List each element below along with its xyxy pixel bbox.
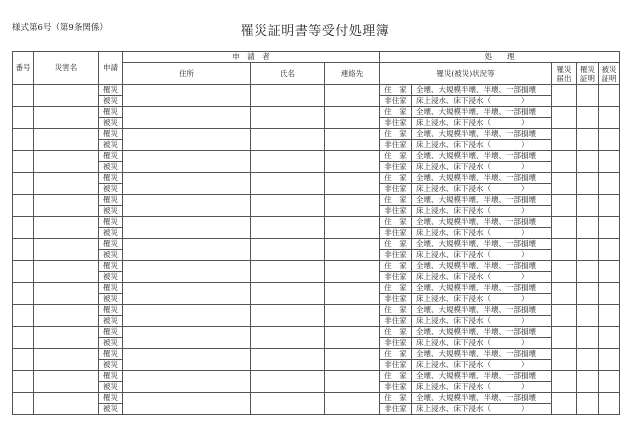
cell-disaster-name[interactable]: [34, 195, 99, 217]
cell-disaster-report[interactable]: [552, 327, 577, 349]
cell-damage-certificate[interactable]: [599, 217, 620, 239]
cell-name[interactable]: [251, 261, 325, 283]
cell-contact[interactable]: [325, 327, 380, 349]
cell-damage-options-1: 全壊、大規模半壊、半壊、一部損壊: [412, 151, 552, 162]
table-row: [13, 85, 620, 96]
cell-contact[interactable]: [325, 129, 380, 151]
cell-name[interactable]: [251, 239, 325, 261]
cell-contact[interactable]: [325, 283, 380, 305]
cell-number[interactable]: [13, 283, 34, 305]
cell-disaster-certificate[interactable]: [577, 393, 599, 415]
header-number: 番号: [13, 52, 34, 85]
cell-damage-options-1: 全壊、大規模半壊、半壊、一部損壊: [412, 283, 552, 294]
cell-disaster-report[interactable]: [552, 217, 577, 239]
cell-damage-options-2: 床上浸水、床下浸水（ ）: [412, 184, 552, 195]
cell-type-disaster: 罹災: [99, 327, 123, 338]
cell-damage-certificate[interactable]: [599, 239, 620, 261]
cell-contact[interactable]: [325, 107, 380, 129]
cell-type-damage: 被災: [99, 382, 123, 393]
cell-name[interactable]: [251, 349, 325, 371]
cell-address[interactable]: [123, 349, 251, 371]
cell-disaster-name[interactable]: [34, 327, 99, 349]
cell-number[interactable]: [13, 173, 34, 195]
table-row: [13, 283, 620, 294]
cell-address[interactable]: [123, 129, 251, 151]
cell-damage-certificate[interactable]: [599, 85, 620, 107]
header-damage-certificate: [599, 63, 620, 85]
cell-disaster-report[interactable]: [552, 305, 577, 327]
cell-disaster-name[interactable]: [34, 371, 99, 393]
cell-house-label: 住 家: [380, 173, 412, 184]
cell-damage-options-1: 全壊、大規模半壊、半壊、一部損壊: [412, 239, 552, 250]
cell-damage-certificate[interactable]: [599, 195, 620, 217]
cell-damage-options-2: 床上浸水、床下浸水（ ）: [412, 162, 552, 173]
cell-type-damage: 被災: [99, 184, 123, 195]
cell-house-label: 住 家: [380, 239, 412, 250]
cell-number[interactable]: [13, 195, 34, 217]
cell-disaster-name[interactable]: [34, 305, 99, 327]
cell-disaster-name[interactable]: [34, 261, 99, 283]
cell-type-damage: 被災: [99, 294, 123, 305]
cell-name[interactable]: [251, 129, 325, 151]
cell-contact[interactable]: [325, 85, 380, 107]
cell-house-label: 住 家: [380, 393, 412, 404]
cell-disaster-name[interactable]: [34, 85, 99, 107]
cell-name[interactable]: [251, 107, 325, 129]
cell-disaster-report[interactable]: [552, 371, 577, 393]
cell-damage-options-2: 床上浸水、床下浸水（ ）: [412, 206, 552, 217]
cell-nonhouse-label: 非住家: [380, 294, 412, 305]
cell-nonhouse-label: 非住家: [380, 206, 412, 217]
header-disaster-certificate: [577, 63, 599, 85]
cell-name[interactable]: [251, 283, 325, 305]
cell-nonhouse-label: 非住家: [380, 250, 412, 261]
cell-address[interactable]: [123, 173, 251, 195]
cell-contact[interactable]: [325, 371, 380, 393]
cell-disaster-report[interactable]: [552, 393, 577, 415]
cell-type-damage: 被災: [99, 272, 123, 283]
cell-disaster-certificate[interactable]: [577, 261, 599, 283]
cell-disaster-name[interactable]: [34, 283, 99, 305]
cell-type-disaster: 罹災: [99, 283, 123, 294]
cell-damage-options-2: 床上浸水、床下浸水（ ）: [412, 118, 552, 129]
header-disaster-report-line1: 罹災: [556, 64, 572, 74]
cell-disaster-report[interactable]: [552, 239, 577, 261]
cell-name[interactable]: [251, 151, 325, 173]
header-disaster-report: [552, 63, 577, 85]
table-row: [13, 195, 620, 206]
cell-disaster-certificate[interactable]: [577, 239, 599, 261]
cell-disaster-name[interactable]: [34, 107, 99, 129]
cell-house-label: 住 家: [380, 371, 412, 382]
table-row: [13, 151, 620, 162]
header-disaster-report-line2: 届出: [556, 73, 572, 83]
cell-disaster-certificate[interactable]: [577, 327, 599, 349]
cell-number[interactable]: [13, 151, 34, 173]
cell-damage-options-2: 床上浸水、床下浸水（ ）: [412, 360, 552, 371]
cell-damage-options-1: 全壊、大規模半壊、半壊、一部損壊: [412, 393, 552, 404]
cell-nonhouse-label: 非住家: [380, 140, 412, 151]
cell-house-label: 住 家: [380, 349, 412, 360]
cell-type-damage: 被災: [99, 228, 123, 239]
cell-disaster-report[interactable]: [552, 195, 577, 217]
cell-damage-options-2: 床上浸水、床下浸水（ ）: [412, 294, 552, 305]
header-disaster-certificate-line2: 証明: [580, 73, 596, 83]
cell-address[interactable]: [123, 151, 251, 173]
cell-damage-options-1: 全壊、大規模半壊、半壊、一部損壊: [412, 371, 552, 382]
cell-name[interactable]: [251, 327, 325, 349]
cell-disaster-report[interactable]: [552, 151, 577, 173]
cell-type-disaster: 罹災: [99, 239, 123, 250]
header-damage-certificate-line2: 証明: [601, 73, 617, 83]
cell-damage-options-1: 全壊、大規模半壊、半壊、一部損壊: [412, 85, 552, 96]
cell-address[interactable]: [123, 305, 251, 327]
cell-disaster-certificate[interactable]: [577, 371, 599, 393]
cell-number[interactable]: [13, 371, 34, 393]
cell-damage-certificate[interactable]: [599, 129, 620, 151]
cell-number[interactable]: [13, 261, 34, 283]
cell-nonhouse-label: 非住家: [380, 360, 412, 371]
cell-disaster-name[interactable]: [34, 129, 99, 151]
cell-disaster-report[interactable]: [552, 107, 577, 129]
cell-contact[interactable]: [325, 195, 380, 217]
cell-type-disaster: 罹災: [99, 85, 123, 96]
cell-disaster-report[interactable]: [552, 261, 577, 283]
cell-type-disaster: 罹災: [99, 173, 123, 184]
cell-disaster-report[interactable]: [552, 129, 577, 151]
header-damage-certificate-line1: 被災: [601, 64, 617, 74]
cell-number[interactable]: [13, 85, 34, 107]
cell-disaster-certificate[interactable]: [577, 349, 599, 371]
cell-type-disaster: 罹災: [99, 349, 123, 360]
cell-damage-options-2: 床上浸水、床下浸水（ ）: [412, 382, 552, 393]
cell-address[interactable]: [123, 261, 251, 283]
cell-damage-options-2: 床上浸水、床下浸水（ ）: [412, 140, 552, 151]
cell-damage-options-1: 全壊、大規模半壊、半壊、一部損壊: [412, 327, 552, 338]
cell-name[interactable]: [251, 371, 325, 393]
cell-address[interactable]: [123, 239, 251, 261]
cell-number[interactable]: [13, 239, 34, 261]
table-row: [13, 261, 620, 272]
cell-damage-certificate[interactable]: [599, 371, 620, 393]
cell-disaster-report[interactable]: [552, 283, 577, 305]
cell-address[interactable]: [123, 393, 251, 415]
cell-damage-options-2: 床上浸水、床下浸水（ ）: [412, 250, 552, 261]
header-disaster-name: 災害名: [34, 52, 99, 85]
cell-nonhouse-label: 非住家: [380, 96, 412, 107]
cell-house-label: 住 家: [380, 327, 412, 338]
cell-type-damage: 被災: [99, 250, 123, 261]
cell-house-label: 住 家: [380, 261, 412, 272]
reception-register-table: [12, 51, 620, 415]
cell-contact[interactable]: [325, 217, 380, 239]
cell-damage-options-1: 全壊、大規模半壊、半壊、一部損壊: [412, 129, 552, 140]
cell-number[interactable]: [13, 305, 34, 327]
cell-damage-certificate[interactable]: [599, 393, 620, 415]
cell-disaster-certificate[interactable]: [577, 305, 599, 327]
cell-disaster-report[interactable]: [552, 85, 577, 107]
cell-address[interactable]: [123, 283, 251, 305]
cell-damage-options-1: 全壊、大規模半壊、半壊、一部損壊: [412, 305, 552, 316]
cell-type-disaster: 罹災: [99, 393, 123, 404]
cell-contact[interactable]: [325, 349, 380, 371]
cell-damage-options-1: 全壊、大規模半壊、半壊、一部損壊: [412, 173, 552, 184]
cell-house-label: 住 家: [380, 283, 412, 294]
cell-number[interactable]: [13, 327, 34, 349]
header-damage-status: 罹災(被災)状況等: [380, 63, 552, 85]
cell-disaster-name[interactable]: [34, 217, 99, 239]
cell-house-label: 住 家: [380, 107, 412, 118]
cell-address[interactable]: [123, 85, 251, 107]
cell-damage-options-1: 全壊、大規模半壊、半壊、一部損壊: [412, 107, 552, 118]
header-processing-group: 処 理: [380, 52, 620, 63]
cell-damage-options-1: 全壊、大規模半壊、半壊、一部損壊: [412, 349, 552, 360]
cell-house-label: 住 家: [380, 151, 412, 162]
cell-type-damage: 被災: [99, 316, 123, 327]
cell-type-disaster: 罹災: [99, 261, 123, 272]
cell-disaster-name[interactable]: [34, 173, 99, 195]
cell-type-damage: 被災: [99, 118, 123, 129]
cell-nonhouse-label: 非住家: [380, 118, 412, 129]
cell-type-disaster: 罹災: [99, 305, 123, 316]
cell-damage-certificate[interactable]: [599, 261, 620, 283]
header-application-type: 申請: [99, 52, 123, 85]
cell-disaster-certificate[interactable]: [577, 85, 599, 107]
form-number: 様式第6号（第9条関係）: [12, 23, 108, 33]
table-row: [13, 349, 620, 360]
header-address: 住所: [123, 63, 251, 85]
cell-house-label: 住 家: [380, 217, 412, 228]
cell-type-disaster: 罹災: [99, 151, 123, 162]
cell-house-label: 住 家: [380, 195, 412, 206]
cell-damage-certificate[interactable]: [599, 107, 620, 129]
cell-disaster-name[interactable]: [34, 239, 99, 261]
cell-type-damage: 被災: [99, 338, 123, 349]
register-rows: [13, 85, 620, 415]
cell-damage-options-1: 全壊、大規模半壊、半壊、一部損壊: [412, 195, 552, 206]
cell-disaster-certificate[interactable]: [577, 217, 599, 239]
cell-damage-certificate[interactable]: [599, 349, 620, 371]
cell-nonhouse-label: 非住家: [380, 404, 412, 415]
cell-contact[interactable]: [325, 173, 380, 195]
cell-disaster-certificate[interactable]: [577, 173, 599, 195]
table-row: [13, 371, 620, 382]
cell-nonhouse-label: 非住家: [380, 316, 412, 327]
cell-nonhouse-label: 非住家: [380, 228, 412, 239]
cell-type-damage: 被災: [99, 140, 123, 151]
table-row: [13, 327, 620, 338]
cell-name[interactable]: [251, 305, 325, 327]
cell-damage-options-2: 床上浸水、床下浸水（ ）: [412, 96, 552, 107]
cell-type-disaster: 罹災: [99, 129, 123, 140]
cell-disaster-certificate[interactable]: [577, 283, 599, 305]
cell-nonhouse-label: 非住家: [380, 382, 412, 393]
cell-type-damage: 被災: [99, 162, 123, 173]
cell-contact[interactable]: [325, 151, 380, 173]
cell-nonhouse-label: 非住家: [380, 184, 412, 195]
table-row: [13, 107, 620, 118]
cell-damage-certificate[interactable]: [599, 283, 620, 305]
cell-number[interactable]: [13, 349, 34, 371]
cell-damage-options-1: 全壊、大規模半壊、半壊、一部損壊: [412, 217, 552, 228]
table-row: [13, 173, 620, 184]
cell-name[interactable]: [251, 195, 325, 217]
cell-type-disaster: 罹災: [99, 371, 123, 382]
cell-type-disaster: 罹災: [99, 217, 123, 228]
cell-damage-options-2: 床上浸水、床下浸水（ ）: [412, 338, 552, 349]
cell-disaster-certificate[interactable]: [577, 151, 599, 173]
cell-house-label: 住 家: [380, 85, 412, 96]
cell-house-label: 住 家: [380, 129, 412, 140]
table-row: [13, 217, 620, 228]
cell-type-disaster: 罹災: [99, 107, 123, 118]
table-row: [13, 305, 620, 316]
cell-type-damage: 被災: [99, 96, 123, 107]
cell-type-damage: 被災: [99, 404, 123, 415]
cell-address[interactable]: [123, 195, 251, 217]
cell-damage-certificate[interactable]: [599, 173, 620, 195]
cell-damage-certificate[interactable]: [599, 305, 620, 327]
cell-nonhouse-label: 非住家: [380, 338, 412, 349]
page-title: 罹災証明書等受付処理簿: [240, 24, 390, 39]
header-disaster-certificate-line1: 罹災: [580, 64, 596, 74]
cell-damage-options-2: 床上浸水、床下浸水（ ）: [412, 228, 552, 239]
cell-damage-options-2: 床上浸水、床下浸水（ ）: [412, 404, 552, 415]
cell-address[interactable]: [123, 107, 251, 129]
cell-type-damage: 被災: [99, 360, 123, 371]
cell-disaster-name[interactable]: [34, 393, 99, 415]
cell-name[interactable]: [251, 85, 325, 107]
cell-damage-options-2: 床上浸水、床下浸水（ ）: [412, 316, 552, 327]
cell-damage-options-2: 床上浸水、床下浸水（ ）: [412, 272, 552, 283]
cell-type-disaster: 罹災: [99, 195, 123, 206]
cell-number[interactable]: [13, 217, 34, 239]
cell-damage-certificate[interactable]: [599, 327, 620, 349]
header-name: 氏名: [251, 63, 325, 85]
table-row: [13, 129, 620, 140]
table-row: [13, 393, 620, 404]
cell-nonhouse-label: 非住家: [380, 272, 412, 283]
table-row: [13, 239, 620, 250]
cell-nonhouse-label: 非住家: [380, 162, 412, 173]
header-applicant-group: 申 請 者: [123, 52, 380, 63]
cell-house-label: 住 家: [380, 305, 412, 316]
cell-address[interactable]: [123, 371, 251, 393]
cell-disaster-certificate[interactable]: [577, 195, 599, 217]
header-contact: 連絡先: [325, 63, 380, 85]
cell-disaster-certificate[interactable]: [577, 107, 599, 129]
cell-disaster-name[interactable]: [34, 349, 99, 371]
cell-name[interactable]: [251, 173, 325, 195]
cell-contact[interactable]: [325, 393, 380, 415]
cell-type-damage: 被災: [99, 206, 123, 217]
cell-disaster-name[interactable]: [34, 151, 99, 173]
cell-address[interactable]: [123, 217, 251, 239]
cell-number[interactable]: [13, 129, 34, 151]
cell-damage-certificate[interactable]: [599, 151, 620, 173]
cell-contact[interactable]: [325, 239, 380, 261]
cell-number[interactable]: [13, 393, 34, 415]
cell-address[interactable]: [123, 327, 251, 349]
cell-damage-options-1: 全壊、大規模半壊、半壊、一部損壊: [412, 261, 552, 272]
cell-disaster-certificate[interactable]: [577, 129, 599, 151]
cell-name[interactable]: [251, 393, 325, 415]
cell-disaster-report[interactable]: [552, 349, 577, 371]
cell-contact[interactable]: [325, 261, 380, 283]
cell-name[interactable]: [251, 217, 325, 239]
cell-number[interactable]: [13, 107, 34, 129]
cell-contact[interactable]: [325, 305, 380, 327]
cell-disaster-report[interactable]: [552, 173, 577, 195]
